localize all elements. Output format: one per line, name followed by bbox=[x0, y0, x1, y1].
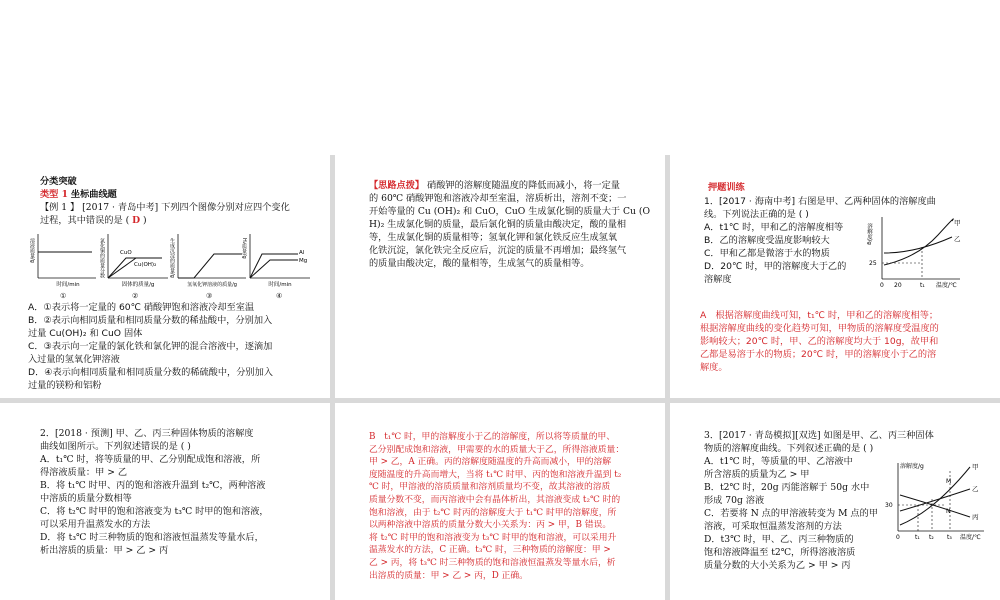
q1-xtick-t1: t₁ bbox=[920, 282, 925, 289]
q1-series-jia: 甲 bbox=[954, 219, 961, 227]
hint-line-7: 的质量由酸决定，酸的量相等，生成氢气的质量相等。 bbox=[369, 258, 590, 269]
option-c: C．③表示向一定量的氯化铁和氯化钾的混合溶液中，逐滴加 bbox=[28, 341, 273, 352]
q1-xlabel: 温度/℃ bbox=[936, 282, 957, 289]
section-title: 分类突破 bbox=[40, 176, 77, 187]
q3-text: 3．[2017 · 青岛模拟][双选] 如图是甲、乙、丙三种固体 物质的溶解度曲线。下列叙述正确的是 ( ) A．t1℃ 时，等质量的甲、乙溶液中 所含溶质的质量为乙 > 甲 B．t2℃ 时，20g 丙能溶解于 50g 水中 形成 70g 溶液 C．若要将 N 点的甲溶液转变为 M 点的甲 溶液，可采取恒温蒸发溶剂的方法 D．t3℃ 时，甲、乙、丙三种物质的 饱和溶液降温至 t2℃，所得溶液溶质 质量分数的大小关系为乙 > 甲 > 丙 bbox=[704, 430, 934, 571]
hint-tag: 【思路点拨】 bbox=[369, 180, 425, 191]
slide-panel-2 bbox=[335, 155, 665, 398]
graph-1-ylabel: 溶液质量/g bbox=[29, 238, 35, 263]
example-head: 【例 1 】 [2017 · 青岛中考] 下列四个图像分别对应四个变化 bbox=[40, 202, 290, 213]
q1-ylabel: 溶解度/g bbox=[866, 223, 872, 245]
graph-2-series-cuoh2: Cu(OH)₂ bbox=[134, 262, 157, 268]
hint-line-2: 的 60℃ 硝酸钾饱和溶液冷却至室温，溶质析出，溶剂不变；一 bbox=[369, 193, 627, 204]
option-b-cont: 过量 Cu(OH)₂ 和 CuO 固体 bbox=[28, 328, 143, 339]
type-label: 类型 1 bbox=[40, 189, 68, 200]
graph-4 bbox=[240, 230, 314, 290]
graph-4-num: ④ bbox=[276, 292, 283, 300]
slide-panel-1 bbox=[0, 155, 330, 398]
graph-2-num: ② bbox=[132, 292, 139, 300]
q3-point-n: N bbox=[946, 508, 951, 515]
slide-panel-5 bbox=[335, 403, 665, 600]
option-d-cont: 过量的镁粉和铝粉 bbox=[28, 380, 102, 391]
q3-series-bing: 丙 bbox=[972, 513, 979, 521]
graph-3-num: ③ bbox=[206, 292, 213, 300]
slide-panel-6 bbox=[670, 403, 1000, 600]
q3-xtick-0: 0 bbox=[896, 534, 900, 541]
example-answer: D bbox=[132, 215, 141, 226]
q1-xtick-20: 20 bbox=[894, 282, 902, 289]
graph-4-ylabel: H₂质量/g bbox=[241, 238, 247, 259]
option-a: A．①表示将一定量的 60℃ 硝酸钾饱和溶液冷却至室温 bbox=[28, 302, 255, 313]
graph-2-xlabel: 固体的质量/g bbox=[121, 282, 155, 288]
option-c-cont: 入过量的氢氧化钾溶液 bbox=[28, 354, 120, 365]
example-question-line: 过程，其中错误的是 ( D ) bbox=[40, 215, 147, 226]
q3-ytick: 30 bbox=[885, 502, 893, 509]
q3-ylabel: 溶解度/g bbox=[900, 463, 924, 470]
graph-3 bbox=[168, 230, 250, 290]
q1-answer: A 根据溶解度曲线可知，t₁℃ 时，甲和乙的溶解度相等； 根据溶解度曲线的变化趋势可知，甲物质的溶解度受温度的 影响较大；20℃ 时，甲、乙的溶解度均大于 10g，故甲和 乙都是易溶于水的物质；20℃ 时，甲的溶解度小于乙的溶 解度。 bbox=[700, 310, 939, 373]
q2-answer: B t₁℃ 时，甲的溶解度小于乙的溶解度，所以将等质量的甲、 乙分别配成饱和溶液，甲需要的水的质量大于乙，所得溶液质量： 甲 > 乙，A 正确。丙的溶解度随温度的升高而减小，甲的溶解 度随温度的升高而增大，当将 t₁℃ 时甲、丙的饱和溶液升温到 t₂ ℃ 时，甲溶液的溶质质量和溶剂质量均不变，故其溶液的溶质 质量分数不变，而丙溶液中会有晶体析出，其溶液变成 t₂℃ 时的 饱和溶液，由于 t₂℃ 时丙的溶解度大于 t₁℃ 时甲的溶解度，所 以两种溶液中溶质的质量分数大小关系为：丙 > 甲，B 错误。 将 t₂℃ 时甲的饱和溶液变为 t₃℃ 时甲的饱和溶液，可以采用升 温蒸发水的方法，C 正确。t₃℃ 时，三种物质的溶解度：甲 > 乙 > 丙，将 t₃℃ 时三种物质的饱和溶液恒温蒸发等量水后，析 出溶质的质量：甲 > 乙 > 丙，D 正确。 bbox=[369, 432, 625, 581]
hint-line-3: 开始等量的 Cu (OH)₂ 和 CuO，CuO 生成氯化铜的质量大于 Cu (O bbox=[369, 206, 650, 217]
q3-xlabel: 温度/℃ bbox=[960, 534, 981, 541]
q3-xtick-t3: t₃ bbox=[947, 534, 952, 541]
q3-solubility-graph bbox=[884, 459, 994, 545]
example-options bbox=[28, 301, 273, 392]
graph-4-xlabel: 时间/min bbox=[268, 282, 292, 288]
graph-3-ylabel: 生成沉淀的质量/g bbox=[169, 238, 175, 278]
hint-line-5: 等，生成氯化铜的质量相等；氢氧化钾和氯化铁反应生成氢氧 bbox=[369, 232, 618, 243]
graph-2-series-cuo: CuO bbox=[120, 250, 132, 256]
hint-line-1: 硝酸钾的溶解度随温度的降低而减小，将一定量 bbox=[427, 180, 620, 191]
practice-title: 押题训练 bbox=[708, 182, 745, 193]
q3-xtick-t1: t₁ bbox=[915, 534, 920, 541]
hint-line-6: 化铁沉淀，氯化铁完全反应后，沉淀的质量不再增加；最终氢气 bbox=[369, 245, 627, 256]
graph-2 bbox=[98, 230, 172, 290]
q1-ytick: 25 bbox=[869, 260, 877, 267]
q3-series-yi: 乙 bbox=[972, 485, 979, 493]
q1-xtick-0: 0 bbox=[880, 282, 884, 289]
slide-panel-3 bbox=[670, 155, 1000, 398]
graph-3-xlabel: 氢氧化钾溶液的质量/g bbox=[187, 282, 237, 288]
q3-xtick-t2: t₂ bbox=[929, 534, 934, 541]
type-title: 坐标曲线题 bbox=[70, 189, 117, 200]
graph-1-num: ① bbox=[60, 292, 67, 300]
graph-4-series-al: Al bbox=[299, 250, 305, 256]
option-b: B．②表示向相同质量和相同质量分数的稀盐酸中，分别加入 bbox=[28, 315, 273, 326]
q1-solubility-graph bbox=[868, 213, 968, 293]
q3-series-jia: 甲 bbox=[972, 463, 979, 471]
graph-2-ylabel: 氯化铜的质量分数 bbox=[99, 238, 105, 278]
q1-text: 1．[2017 · 海南中考] 右图是甲、乙两种固体的溶解度曲 线。下列说法正确的是 ( ) A．t1℃ 时，甲和乙的溶解度相等 B．乙的溶解度受温度影响较大 C．甲和乙都是微溶于水的物质 D．20℃ 时，甲的溶解度大于乙的 溶解度 bbox=[704, 196, 936, 285]
hint-line-4: H)₂ 生成氯化铜的质量，最后氯化铜的质量由酸决定，酸的量相 bbox=[369, 219, 627, 230]
graph-1 bbox=[28, 230, 100, 290]
option-d: D．④表示向相同质量和相同质量分数的稀硫酸中，分别加入 bbox=[28, 367, 273, 378]
q1-series-yi: 乙 bbox=[954, 235, 961, 243]
graph-1-xlabel: 时间/min bbox=[56, 282, 80, 288]
q2-text: 2．[2018 · 预测] 甲、乙、丙三种固体物质的溶解度 曲线如图所示。下列叙述错误的是 ( ) A．t₁℃ 时，将等质量的甲、乙分别配成饱和溶液，所 得溶液质量：甲 > 乙 B．将 t₁℃ 时甲、丙的饱和溶液升温到 t₂℃，两种溶液 中溶质的质量分数相等 C．将 t₂℃ 时甲的饱和溶液变为 t₃℃ 时甲的饱和溶液， 可以采用升温蒸发水的方法 D．将 t₃℃ 时三种物质的饱和溶液恒温蒸发等量水后， 析出溶质的质量：甲 > 乙 > 丙 bbox=[40, 428, 269, 556]
slide-panel-4 bbox=[0, 403, 330, 600]
q3-point-m: M bbox=[946, 478, 952, 485]
graph-4-series-mg: Mg bbox=[299, 258, 308, 264]
